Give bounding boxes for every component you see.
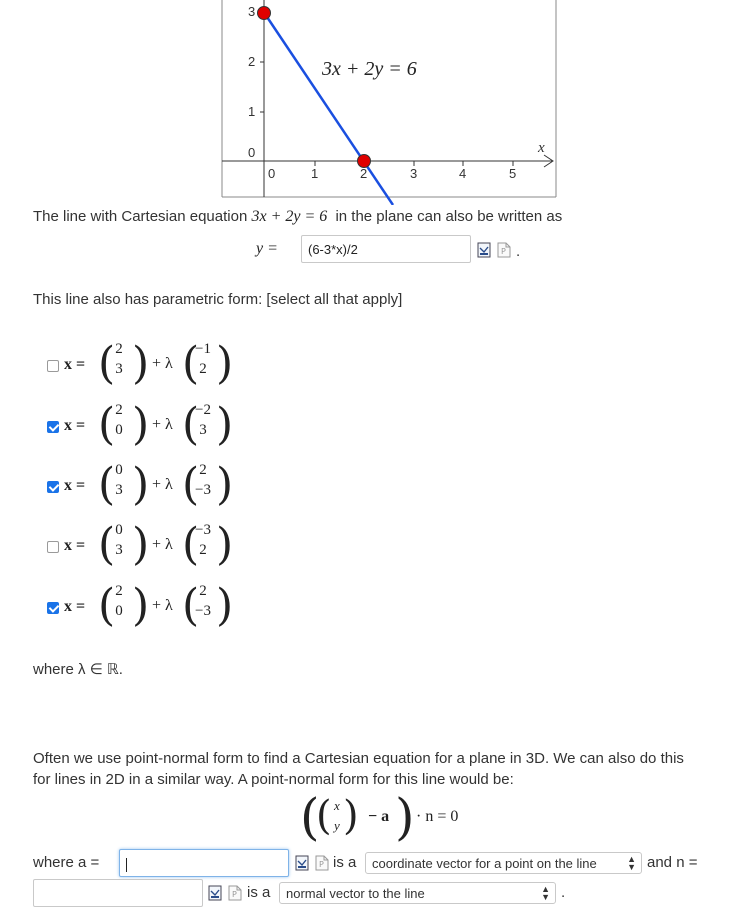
point-paren-right: ) <box>132 459 150 510</box>
line-graph <box>0 0 738 205</box>
is-a-label-2: is a <box>247 884 271 901</box>
svg-text:P: P <box>501 247 506 256</box>
lambda-domain: where λ ∈ ℝ. <box>33 661 123 678</box>
vec-x: x <box>334 798 340 813</box>
direction-top: −2 <box>195 402 211 418</box>
direction-bottom: 2 <box>199 361 207 377</box>
a-syntax-help-icon[interactable] <box>315 855 329 871</box>
direction-top: 2 <box>199 462 207 478</box>
point-paren-right: ) <box>132 519 150 570</box>
point-paren-left: ( <box>98 399 116 450</box>
direction-paren-right: ) <box>216 399 234 450</box>
point-top: 2 <box>115 402 123 418</box>
point-paren-right: ) <box>132 580 150 631</box>
x-axis-label: x <box>538 140 545 156</box>
option-checkbox[interactable] <box>47 541 59 553</box>
a-vector-input[interactable] <box>119 849 289 877</box>
graph-equation-label: 3x + 2y = 6 <box>322 58 417 80</box>
y-tick-label-3: 3 <box>248 4 256 19</box>
and-n-text: and n = <box>647 854 698 871</box>
syntax-help-icon[interactable] <box>497 242 511 258</box>
n-type-select-value: normal vector to the line <box>286 886 425 901</box>
n-preview-icon[interactable] <box>208 885 222 901</box>
direction-paren-right: ) <box>216 580 234 631</box>
outer-paren-left: ( <box>300 788 320 846</box>
plus-lambda: + λ <box>152 597 173 614</box>
direction-paren-left: ( <box>182 519 200 570</box>
final-period: . <box>561 884 566 901</box>
point-paren-left: ( <box>98 519 116 570</box>
a-type-select[interactable] <box>365 852 642 874</box>
option-checkbox[interactable] <box>47 421 59 433</box>
point-top: 2 <box>115 341 123 357</box>
parametric-option <box>0 519 300 586</box>
parametric-option <box>0 580 300 647</box>
point-top: 0 <box>115 462 123 478</box>
parametric-option <box>0 399 300 466</box>
a-type-select-value: coordinate vector for a point on the line <box>372 856 597 871</box>
direction-paren-left: ( <box>182 399 200 450</box>
x-equals-label: x = <box>64 417 86 434</box>
direction-top: −1 <box>195 341 211 357</box>
parametric-option <box>0 459 300 526</box>
x-tick-label-5: 5 <box>509 166 517 181</box>
x-equals-label: x = <box>64 537 86 554</box>
option-checkbox[interactable] <box>47 602 59 614</box>
direction-paren-right: ) <box>216 338 234 389</box>
point-top: 2 <box>115 583 123 599</box>
intro-period: . <box>516 243 521 260</box>
y-tick-label-1: 1 <box>248 104 256 119</box>
plus-lambda: + λ <box>152 536 173 553</box>
intro-text-after: in the plane can also be written as <box>335 208 563 225</box>
x-equals-label: x = <box>64 356 86 373</box>
direction-paren-left: ( <box>182 580 200 631</box>
preview-icon[interactable] <box>477 242 491 258</box>
plus-lambda: + λ <box>152 416 173 433</box>
vec-y: y <box>334 818 340 833</box>
direction-paren-left: ( <box>182 338 200 389</box>
cartesian-line <box>261 8 393 205</box>
option-checkbox[interactable] <box>47 481 59 493</box>
y-tick-label-0: 0 <box>248 145 256 160</box>
direction-bottom: −3 <box>195 482 211 498</box>
minus-a: − a <box>368 808 390 825</box>
direction-paren-right: ) <box>216 519 234 570</box>
svg-text:P: P <box>232 890 237 899</box>
x-tick-label-0: 0 <box>268 166 276 181</box>
a-preview-icon[interactable] <box>295 855 309 871</box>
text-cursor <box>126 858 127 872</box>
point-paren-left: ( <box>98 580 116 631</box>
point-paren-right: ) <box>132 338 150 389</box>
direction-top: −3 <box>195 522 211 538</box>
parametric-prompt: This line also has parametric form: [select all that apply] <box>33 291 403 308</box>
select-arrows-icon: ▲ ▼ <box>541 884 550 902</box>
n-syntax-help-icon[interactable] <box>228 885 242 901</box>
svg-text:P: P <box>319 860 324 869</box>
x-equals-label: x = <box>64 477 86 494</box>
direction-top: 2 <box>199 583 207 599</box>
and-n-label <box>647 854 697 871</box>
n-vector-input[interactable] <box>33 879 203 907</box>
x-tick-label-2: 2 <box>360 166 368 181</box>
intro-text-before: The line with Cartesian equation <box>33 208 248 225</box>
x-tick-label-4: 4 <box>459 166 467 181</box>
option-checkbox[interactable] <box>47 360 59 372</box>
intro-sentence <box>33 208 562 226</box>
intro-equation: 3x + 2y = 6 <box>251 208 328 225</box>
point-bottom: 3 <box>115 482 123 498</box>
point-bottom: 0 <box>115 603 123 619</box>
point-normal-line-1: Often we use point-normal form to find a Cartesian equation for a plane in 3D. We can also do this <box>33 750 684 767</box>
inner-paren-right: ) <box>343 793 359 839</box>
parametric-option <box>0 338 300 405</box>
direction-paren-left: ( <box>182 459 200 510</box>
y-answer-input[interactable]: (6-3*x)/2 <box>301 235 471 263</box>
is-a-label-1: is a <box>333 854 357 871</box>
point-paren-right: ) <box>132 399 150 450</box>
point-normal-line-2: for lines in 2D in a similar way. A point-normal form for this line would be: <box>33 771 514 788</box>
direction-paren-right: ) <box>216 459 234 510</box>
point-paren-left: ( <box>98 459 116 510</box>
direction-bottom: 3 <box>199 422 207 438</box>
point-bottom: 3 <box>115 361 123 377</box>
direction-bottom: −3 <box>195 603 211 619</box>
select-arrows-icon: ▲ ▼ <box>627 854 636 872</box>
point-paren-left: ( <box>98 338 116 389</box>
inner-paren-left: ( <box>316 793 332 839</box>
point-bottom: 0 <box>115 422 123 438</box>
y-equals-label: y = <box>256 240 278 257</box>
x-tick-label-1: 1 <box>311 166 319 181</box>
x-tick-label-3: 3 <box>410 166 418 181</box>
point-top: 0 <box>115 522 123 538</box>
y-tick-label-2: 2 <box>248 54 256 69</box>
x-equals-label: x = <box>64 598 86 615</box>
where-a-label: where a = <box>33 854 100 871</box>
point-bottom: 3 <box>115 542 123 558</box>
plus-lambda: + λ <box>152 476 173 493</box>
plus-lambda: + λ <box>152 355 173 372</box>
dot-n-equals-zero: · n = 0 <box>416 808 459 825</box>
y-intercept-point <box>258 7 271 20</box>
n-type-select[interactable] <box>279 882 556 904</box>
outer-paren-right: ) <box>395 788 415 846</box>
direction-bottom: 2 <box>199 542 207 558</box>
